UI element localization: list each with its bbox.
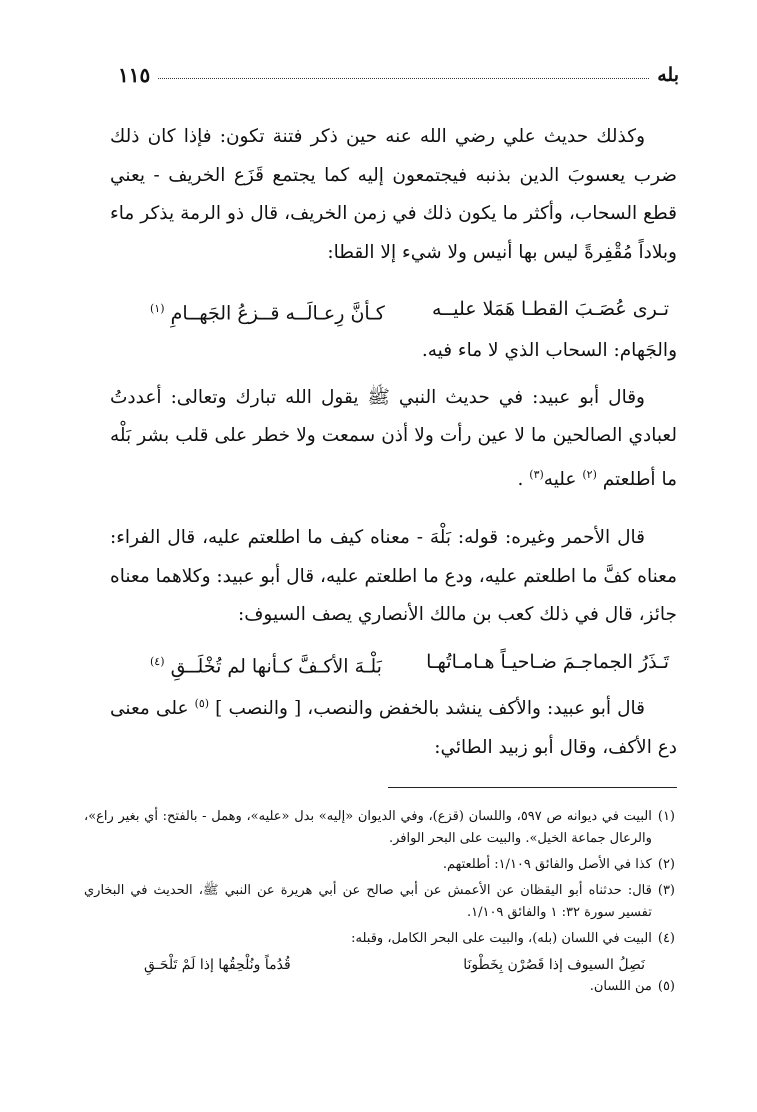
verse-1 — [110, 290, 677, 332]
verse-1-first-hemistich: تـرى عُصَـبَ القطـا هَمَلا عليــه — [431, 298, 669, 320]
footnote-verse: نَصِلُ السيوف إذا قَصُرْن بِخَطْونَا قُدُماً ونُلْحِقُها إذا لَمْ تَلْحَـقِ — [144, 957, 645, 973]
paragraph-1: وكذلك حديث علي رضي الله عنه حين ذكر فتنة تكون: فإذا كان ذلك ضرب يعسوبَ الدين بذنبه فيجتمعون إليه كما يجتمع قَزَع الخريف - يعني قطع السحاب، وأكثر ما يكون ذلك في زمن الخريف، قال ذو الرمة يذكر ماء وبلاداً مُقْفِرةً ليس بها أنيس ولا شيء إلا القطا: — [110, 126, 677, 263]
verse-1-second-hemistich: كـأنَّ رِعـالَــه قــزعُ الجَهــامِ $^{(١)}$ — [150, 302, 385, 325]
verse-2 — [110, 643, 677, 685]
footnote-ref-5: (٥) — [194, 697, 210, 711]
verse-2-first-hemistich: تَـذَرُ الجماجـمَ ضـاحيـاً هـامـاتُهـا — [426, 650, 669, 673]
footnote-4: (٤) البيت في اللسان (بله)، والبيت على البحر الكامل، وقبله: — [351, 931, 675, 946]
footnote-3: (٣) قال: حدثناه أبو اليقظان عن الأعمش عن أبي صالح عن أبي هريرة عن النبي ﷺ، الحديث في البخاري تفسير سورة ٣٢: ١ والفائق ١/١٠٩. — [84, 883, 675, 920]
footnotes — [84, 806, 675, 1002]
page-header — [118, 60, 679, 90]
footnote-5: (٥) من اللسان. — [589, 979, 675, 994]
header-dotted-rule — [158, 78, 649, 79]
verse-2-second-hemistich: بَلْـهَ الأكـفَّ كـأنها لم تُخْلَــقِ $^{(٤)}$ — [150, 654, 382, 678]
footnote-1: (١) البيت في ديوانه ص ٥٩٧، واللسان (قزع)، وفي الديوان «إليه» بدل «عليه»، وهمل - بالفتح: أي بغير راع»، والرعال جماعة الخيل». والبيت على البحر الوافر. — [84, 809, 675, 846]
footnote-2: (٢) كذا في الأصل والفائق ١/١٠٩: أطلعتهم. — [442, 857, 675, 872]
paragraph-4: قال الأحمر وغيره: قوله: بَلْهَ - معناه كيف ما اطلعتم عليه، قال الفراء: معناه كفَّ ما اطلعتم عليه، ودع ما اطلعتم عليه، قال أبو عبيد: وكلاهما معناه جائز، قال في ذلك كعب بن مالك الأنصاري يصف السيوف: — [110, 527, 677, 626]
page-number: ١١٥ — [118, 63, 151, 87]
footnote-ref-4: (٤) — [150, 654, 165, 668]
footnote-ref-2: (٢) — [582, 467, 597, 481]
footnote-separator — [388, 787, 677, 788]
main-text — [110, 118, 677, 767]
paragraph-5: قال أبو عبيد: والأكف ينشد بالخفض والنصب، [ والنصب ] $^{(٥)}$ على معنى دع الأكف، وقال أبو زبيد الطائي: — [110, 697, 677, 758]
paragraph-2: والجَهام: السحاب الذي لا ماء فيه. — [421, 340, 677, 362]
footnote-ref-3: (٣) — [529, 467, 544, 481]
running-head: بله — [657, 64, 679, 86]
footnote-ref-1: (١) — [150, 302, 165, 315]
paragraph-3: وقال أبو عبيد: في حديث النبي ﷺ يقول الله تبارك وتعالى: أعددتُ لعبادي الصالحين ما لا عين رأت ولا أذن سمعت ولا خطر على قلب بشر بَلْه ما أطلعتم $^{(٢)}$ عليه$^{(٣)}$ . — [110, 386, 677, 490]
